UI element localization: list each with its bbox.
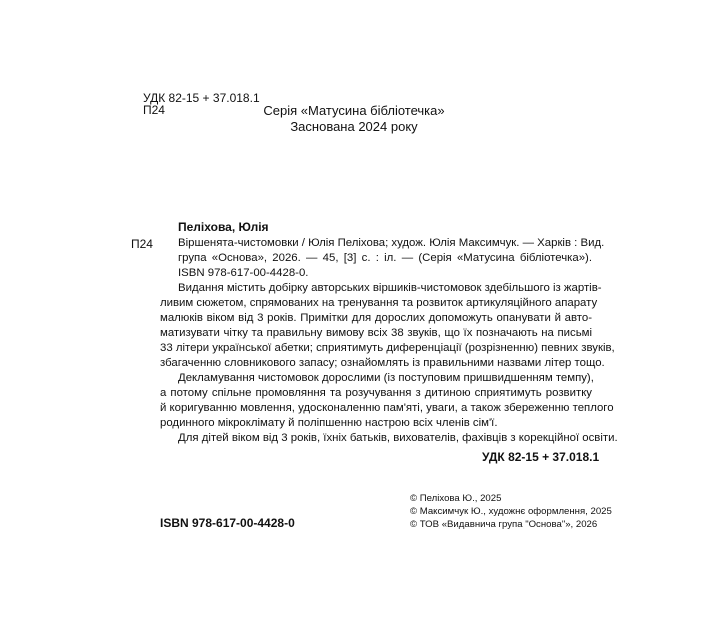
isbn: ISBN 978-617-00-4428-0 (160, 516, 295, 530)
annotation-line: Декламування чистомовок дорослими (із поступовим пришвидшенням темпу), (178, 372, 594, 384)
author-sign: П24 (131, 237, 153, 251)
annotation-line: ливим сюжетом, спрямованих на тренування та розвиток артикуляційного апарату (160, 297, 598, 309)
annotation-line: а потому спільне промовляння та розучування з дитиною сприятимуть розвитку (160, 387, 592, 399)
udk-code-top: УДК 82-15 + 37.018.1 (143, 91, 260, 105)
annotation-line: родинного мікроклімату й поліпшенню настрою всіх членів сім'ї. (160, 417, 498, 429)
author-heading: Пеліхова, Юлія (178, 220, 269, 234)
annotation-line: й коригуванню мовлення, удосконаленню пам'яті, уваги, а також збереженню теплого (160, 402, 614, 414)
copyright-author: © Пеліхова Ю., 2025 (410, 493, 502, 504)
udk-code-bottom: УДК 82-15 + 37.018.1 (482, 450, 600, 464)
series-title: Серія «Матусина бібліотечка» (263, 103, 445, 118)
bib-line: ISBN 978-617-00-4428-0. (178, 267, 309, 279)
series-founded: Заснована 2024 року (290, 119, 418, 134)
annotation-line: малюків віком від 3 років. Примітки для дорослих допоможуть опанувати й авто- (160, 312, 592, 324)
copyright-publisher: © ТОВ «Видавнича група "Основа"», 2026 (410, 519, 598, 530)
bibliographic-description (178, 236, 605, 281)
author-sign-top: П24 (143, 103, 165, 117)
annotation-line: матизувати чітку та правильну вимову всіх 38 звуків, що їх позначають на письмі (160, 327, 592, 339)
bib-line: Віршенята-чистомовки / Юлія Пеліхова; худож. Юлія Максимчук. — Харків : Вид. (178, 237, 605, 249)
annotation (160, 281, 618, 446)
annotation-line: збагаченню словникового запасу; ознайомлять із правильними назвами літер тощо. (160, 357, 605, 369)
annotation-line: 33 літери української абетки; сприятимуть диференціації (розрізненню) певних звуків, (160, 342, 615, 354)
annotation-line: Видання містить добірку авторських віршиків-чистомовок здебільшого із жартів- (178, 282, 602, 294)
copyright-illustrator: © Максимчук Ю., художнє оформлення, 2025 (410, 506, 612, 517)
annotation-line: Для дітей віком від 3 років, їхніх батьків, вихователів, фахівців з корекційної освіти. (178, 432, 618, 444)
bib-line: група «Основа», 2026. — 45, [3] с. : іл. — (Серія «Матусина бібліотечка»). (178, 252, 592, 264)
